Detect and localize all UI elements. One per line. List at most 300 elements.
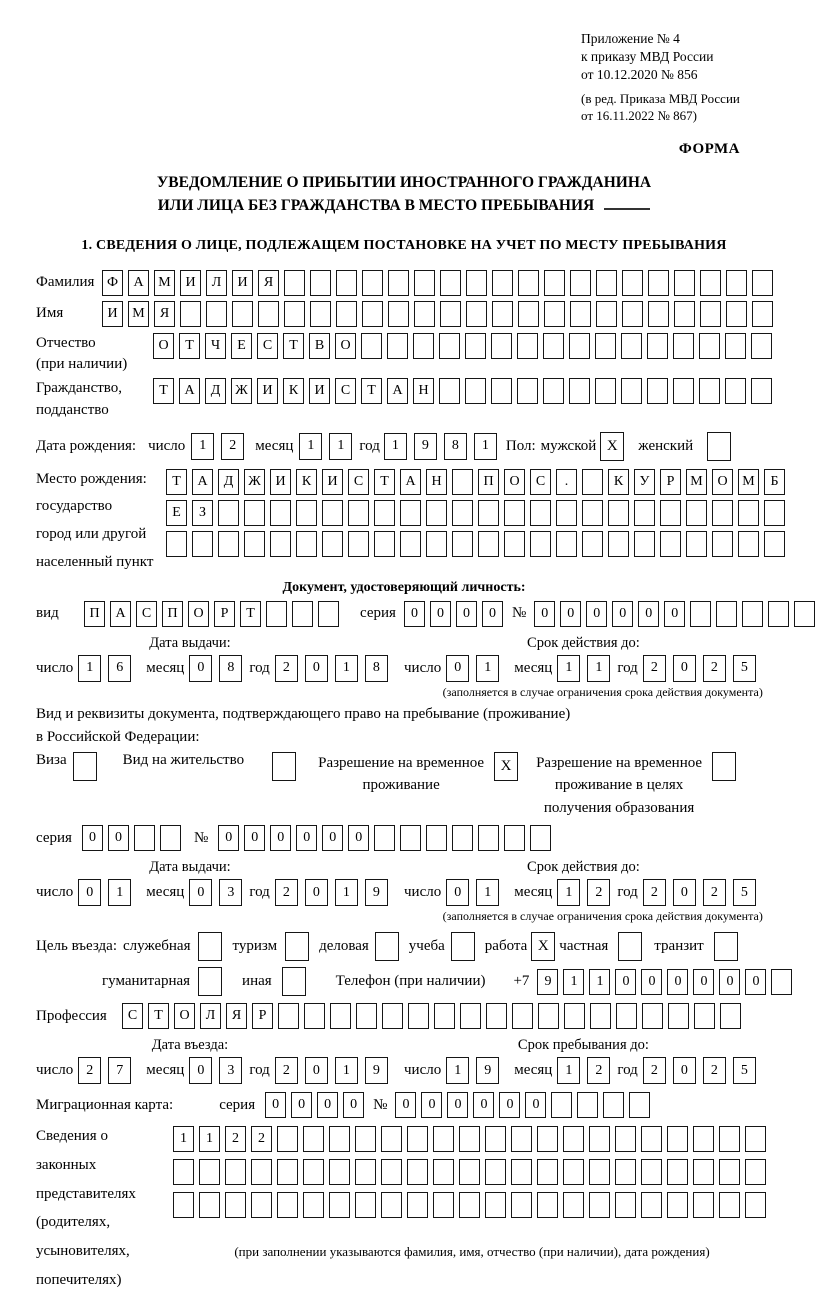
char-cell[interactable] <box>303 1126 324 1152</box>
char-cell[interactable]: 2 <box>643 655 666 682</box>
char-cell[interactable]: Е <box>166 500 187 526</box>
char-cell[interactable]: 1 <box>563 969 584 995</box>
char-cell[interactable]: 0 <box>189 655 212 682</box>
char-cell[interactable] <box>426 825 447 851</box>
purpose-transit-checkbox[interactable] <box>714 932 738 961</box>
char-cell[interactable]: Ч <box>205 333 226 359</box>
char-cell[interactable]: 1 <box>329 433 352 460</box>
char-cell[interactable] <box>634 500 655 526</box>
char-cell[interactable] <box>485 1126 506 1152</box>
char-cell[interactable] <box>381 1126 402 1152</box>
char-cell[interactable] <box>595 378 616 404</box>
sex-female-checkbox[interactable] <box>707 432 731 461</box>
char-cell[interactable] <box>511 1126 532 1152</box>
char-cell[interactable]: К <box>296 469 317 495</box>
char-cell[interactable] <box>434 1003 455 1029</box>
char-cell[interactable]: 1 <box>557 1057 580 1084</box>
char-cell[interactable] <box>244 500 265 526</box>
char-cell[interactable] <box>491 333 512 359</box>
char-cell[interactable]: 2 <box>275 879 298 906</box>
char-cell[interactable] <box>517 378 538 404</box>
char-cell[interactable]: С <box>348 469 369 495</box>
char-cell[interactable]: 0 <box>404 601 425 627</box>
char-cell[interactable]: П <box>478 469 499 495</box>
char-cell[interactable] <box>745 1192 766 1218</box>
char-cell[interactable]: Т <box>148 1003 169 1029</box>
char-cell[interactable] <box>278 1003 299 1029</box>
char-cell[interactable] <box>225 1192 246 1218</box>
char-cell[interactable] <box>622 270 643 296</box>
char-cell[interactable] <box>556 531 577 557</box>
char-cell[interactable] <box>667 1126 688 1152</box>
char-cell[interactable] <box>719 1192 740 1218</box>
char-cell[interactable] <box>329 1159 350 1185</box>
char-cell[interactable] <box>400 531 421 557</box>
char-cell[interactable]: 0 <box>534 601 555 627</box>
char-cell[interactable]: 0 <box>499 1092 520 1118</box>
char-cell[interactable]: 0 <box>612 601 633 627</box>
char-cell[interactable] <box>589 1126 610 1152</box>
char-cell[interactable]: 0 <box>218 825 239 851</box>
char-cell[interactable] <box>615 1126 636 1152</box>
char-cell[interactable] <box>492 270 513 296</box>
char-cell[interactable] <box>292 601 313 627</box>
char-cell[interactable] <box>486 1003 507 1029</box>
char-cell[interactable] <box>218 531 239 557</box>
char-cell[interactable] <box>693 1192 714 1218</box>
char-cell[interactable] <box>608 500 629 526</box>
char-cell[interactable]: А <box>110 601 131 627</box>
char-cell[interactable]: Л <box>200 1003 221 1029</box>
char-cell[interactable] <box>725 333 746 359</box>
char-cell[interactable]: Р <box>214 601 235 627</box>
char-cell[interactable] <box>716 601 737 627</box>
char-cell[interactable]: 1 <box>191 433 214 460</box>
char-cell[interactable] <box>303 1159 324 1185</box>
char-cell[interactable]: 0 <box>673 879 696 906</box>
char-cell[interactable]: Ж <box>231 378 252 404</box>
char-cell[interactable]: 0 <box>673 1057 696 1084</box>
purpose-official-checkbox[interactable] <box>198 932 222 961</box>
char-cell[interactable] <box>388 301 409 327</box>
purpose-work-checkbox[interactable]: X <box>531 932 555 961</box>
char-cell[interactable] <box>322 531 343 557</box>
char-cell[interactable] <box>582 531 603 557</box>
char-cell[interactable]: 2 <box>587 1057 610 1084</box>
char-cell[interactable]: 0 <box>317 1092 338 1118</box>
char-cell[interactable] <box>329 1192 350 1218</box>
char-cell[interactable]: 0 <box>265 1092 286 1118</box>
char-cell[interactable] <box>686 531 707 557</box>
char-cell[interactable] <box>374 825 395 851</box>
char-cell[interactable] <box>452 500 473 526</box>
char-cell[interactable] <box>330 1003 351 1029</box>
char-cell[interactable]: С <box>335 378 356 404</box>
char-cell[interactable]: 8 <box>444 433 467 460</box>
char-cell[interactable]: 2 <box>703 879 726 906</box>
char-cell[interactable] <box>647 378 668 404</box>
char-cell[interactable]: 2 <box>643 879 666 906</box>
purpose-study-checkbox[interactable] <box>451 932 475 961</box>
char-cell[interactable] <box>693 1126 714 1152</box>
char-cell[interactable]: А <box>400 469 421 495</box>
char-cell[interactable]: А <box>192 469 213 495</box>
char-cell[interactable] <box>794 601 815 627</box>
char-cell[interactable]: Н <box>426 469 447 495</box>
char-cell[interactable] <box>270 500 291 526</box>
char-cell[interactable] <box>362 301 383 327</box>
char-cell[interactable]: И <box>102 301 123 327</box>
char-cell[interactable] <box>512 1003 533 1029</box>
char-cell[interactable]: 0 <box>745 969 766 995</box>
char-cell[interactable] <box>160 825 181 851</box>
char-cell[interactable] <box>667 1159 688 1185</box>
char-cell[interactable] <box>244 531 265 557</box>
option-residence-permit-checkbox[interactable] <box>272 752 296 781</box>
char-cell[interactable]: 0 <box>586 601 607 627</box>
char-cell[interactable]: 1 <box>446 1057 469 1084</box>
char-cell[interactable]: 1 <box>476 655 499 682</box>
char-cell[interactable] <box>590 1003 611 1029</box>
char-cell[interactable] <box>478 825 499 851</box>
char-cell[interactable]: 0 <box>693 969 714 995</box>
char-cell[interactable]: 2 <box>225 1126 246 1152</box>
char-cell[interactable] <box>764 531 785 557</box>
char-cell[interactable]: 8 <box>365 655 388 682</box>
char-cell[interactable] <box>712 500 733 526</box>
char-cell[interactable] <box>738 500 759 526</box>
char-cell[interactable] <box>530 531 551 557</box>
char-cell[interactable]: 1 <box>587 655 610 682</box>
char-cell[interactable] <box>738 531 759 557</box>
char-cell[interactable]: Т <box>283 333 304 359</box>
char-cell[interactable] <box>460 1003 481 1029</box>
char-cell[interactable] <box>310 270 331 296</box>
char-cell[interactable]: 1 <box>335 1057 358 1084</box>
char-cell[interactable] <box>616 1003 637 1029</box>
char-cell[interactable] <box>589 1192 610 1218</box>
char-cell[interactable]: 0 <box>446 879 469 906</box>
char-cell[interactable]: И <box>180 270 201 296</box>
char-cell[interactable]: 0 <box>395 1092 416 1118</box>
char-cell[interactable] <box>284 301 305 327</box>
char-cell[interactable]: Д <box>218 469 239 495</box>
char-cell[interactable]: Д <box>205 378 226 404</box>
char-cell[interactable]: 0 <box>244 825 265 851</box>
char-cell[interactable]: 2 <box>703 1057 726 1084</box>
char-cell[interactable]: 2 <box>78 1057 101 1084</box>
char-cell[interactable]: Т <box>374 469 395 495</box>
char-cell[interactable]: 3 <box>219 879 242 906</box>
char-cell[interactable] <box>382 1003 403 1029</box>
char-cell[interactable] <box>752 270 773 296</box>
char-cell[interactable] <box>270 531 291 557</box>
char-cell[interactable]: 0 <box>525 1092 546 1118</box>
char-cell[interactable]: 1 <box>335 655 358 682</box>
char-cell[interactable] <box>615 1159 636 1185</box>
char-cell[interactable]: 0 <box>348 825 369 851</box>
char-cell[interactable]: О <box>188 601 209 627</box>
char-cell[interactable] <box>608 531 629 557</box>
char-cell[interactable]: 0 <box>638 601 659 627</box>
char-cell[interactable]: К <box>283 378 304 404</box>
char-cell[interactable]: П <box>162 601 183 627</box>
char-cell[interactable] <box>719 1159 740 1185</box>
char-cell[interactable]: Я <box>258 270 279 296</box>
char-cell[interactable]: 1 <box>173 1126 194 1152</box>
char-cell[interactable] <box>304 1003 325 1029</box>
char-cell[interactable]: 9 <box>414 433 437 460</box>
char-cell[interactable] <box>720 1003 741 1029</box>
char-cell[interactable] <box>414 301 435 327</box>
char-cell[interactable] <box>199 1159 220 1185</box>
char-cell[interactable] <box>577 1092 598 1118</box>
char-cell[interactable] <box>629 1092 650 1118</box>
sex-male-checkbox[interactable]: X <box>600 432 624 461</box>
char-cell[interactable] <box>206 301 227 327</box>
char-cell[interactable]: . <box>556 469 577 495</box>
char-cell[interactable] <box>641 1159 662 1185</box>
char-cell[interactable] <box>348 531 369 557</box>
char-cell[interactable] <box>589 1159 610 1185</box>
char-cell[interactable]: К <box>608 469 629 495</box>
char-cell[interactable] <box>348 500 369 526</box>
char-cell[interactable] <box>674 301 695 327</box>
char-cell[interactable] <box>284 270 305 296</box>
char-cell[interactable] <box>582 500 603 526</box>
char-cell[interactable]: 1 <box>299 433 322 460</box>
char-cell[interactable]: 8 <box>219 655 242 682</box>
char-cell[interactable]: 2 <box>251 1126 272 1152</box>
char-cell[interactable]: 2 <box>221 433 244 460</box>
char-cell[interactable] <box>641 1192 662 1218</box>
char-cell[interactable] <box>277 1126 298 1152</box>
char-cell[interactable]: 7 <box>108 1057 131 1084</box>
char-cell[interactable]: С <box>136 601 157 627</box>
char-cell[interactable]: О <box>153 333 174 359</box>
char-cell[interactable] <box>530 500 551 526</box>
char-cell[interactable]: 9 <box>537 969 558 995</box>
char-cell[interactable] <box>491 378 512 404</box>
char-cell[interactable] <box>648 301 669 327</box>
char-cell[interactable]: 0 <box>456 601 477 627</box>
char-cell[interactable]: 1 <box>474 433 497 460</box>
char-cell[interactable]: А <box>179 378 200 404</box>
char-cell[interactable]: 0 <box>430 601 451 627</box>
char-cell[interactable] <box>569 378 590 404</box>
char-cell[interactable] <box>563 1159 584 1185</box>
char-cell[interactable] <box>699 378 720 404</box>
char-cell[interactable]: Р <box>660 469 681 495</box>
char-cell[interactable] <box>466 301 487 327</box>
char-cell[interactable]: П <box>84 601 105 627</box>
char-cell[interactable]: 0 <box>664 601 685 627</box>
char-cell[interactable] <box>277 1192 298 1218</box>
char-cell[interactable]: Я <box>154 301 175 327</box>
char-cell[interactable]: 0 <box>482 601 503 627</box>
char-cell[interactable]: 0 <box>108 825 129 851</box>
purpose-business-checkbox[interactable] <box>375 932 399 961</box>
char-cell[interactable] <box>504 500 525 526</box>
purpose-private-checkbox[interactable] <box>618 932 642 961</box>
char-cell[interactable] <box>667 1192 688 1218</box>
char-cell[interactable]: 0 <box>189 1057 212 1084</box>
char-cell[interactable]: 2 <box>703 655 726 682</box>
char-cell[interactable] <box>690 601 711 627</box>
char-cell[interactable]: Ф <box>102 270 123 296</box>
char-cell[interactable] <box>596 301 617 327</box>
char-cell[interactable]: Т <box>361 378 382 404</box>
char-cell[interactable]: У <box>634 469 655 495</box>
char-cell[interactable] <box>310 301 331 327</box>
char-cell[interactable]: М <box>154 270 175 296</box>
char-cell[interactable]: И <box>232 270 253 296</box>
char-cell[interactable] <box>192 531 213 557</box>
char-cell[interactable]: Р <box>252 1003 273 1029</box>
char-cell[interactable]: 1 <box>335 879 358 906</box>
char-cell[interactable] <box>465 378 486 404</box>
char-cell[interactable] <box>277 1159 298 1185</box>
char-cell[interactable]: А <box>128 270 149 296</box>
char-cell[interactable] <box>745 1159 766 1185</box>
char-cell[interactable] <box>742 601 763 627</box>
char-cell[interactable]: Ж <box>244 469 265 495</box>
char-cell[interactable] <box>414 270 435 296</box>
char-cell[interactable] <box>173 1159 194 1185</box>
char-cell[interactable] <box>355 1159 376 1185</box>
char-cell[interactable] <box>296 500 317 526</box>
char-cell[interactable] <box>329 1126 350 1152</box>
char-cell[interactable] <box>518 301 539 327</box>
char-cell[interactable]: 1 <box>199 1126 220 1152</box>
char-cell[interactable]: Т <box>240 601 261 627</box>
char-cell[interactable] <box>712 531 733 557</box>
char-cell[interactable] <box>768 601 789 627</box>
purpose-tourism-checkbox[interactable] <box>285 932 309 961</box>
char-cell[interactable] <box>537 1159 558 1185</box>
char-cell[interactable]: 0 <box>641 969 662 995</box>
char-cell[interactable] <box>303 1192 324 1218</box>
char-cell[interactable] <box>673 378 694 404</box>
char-cell[interactable] <box>266 601 287 627</box>
char-cell[interactable] <box>218 500 239 526</box>
char-cell[interactable] <box>362 270 383 296</box>
char-cell[interactable] <box>492 301 513 327</box>
char-cell[interactable] <box>426 500 447 526</box>
char-cell[interactable] <box>459 1159 480 1185</box>
char-cell[interactable]: О <box>174 1003 195 1029</box>
char-cell[interactable] <box>336 270 357 296</box>
char-cell[interactable]: 0 <box>305 655 328 682</box>
char-cell[interactable]: 0 <box>667 969 688 995</box>
char-cell[interactable] <box>318 601 339 627</box>
char-cell[interactable] <box>570 301 591 327</box>
char-cell[interactable] <box>751 333 772 359</box>
char-cell[interactable] <box>173 1192 194 1218</box>
char-cell[interactable] <box>232 301 253 327</box>
char-cell[interactable] <box>660 500 681 526</box>
char-cell[interactable]: 0 <box>78 879 101 906</box>
char-cell[interactable] <box>726 270 747 296</box>
char-cell[interactable]: 5 <box>733 655 756 682</box>
char-cell[interactable] <box>694 1003 715 1029</box>
char-cell[interactable] <box>258 301 279 327</box>
char-cell[interactable]: 0 <box>343 1092 364 1118</box>
char-cell[interactable] <box>374 531 395 557</box>
char-cell[interactable] <box>407 1192 428 1218</box>
char-cell[interactable] <box>725 378 746 404</box>
char-cell[interactable] <box>452 469 473 495</box>
char-cell[interactable]: 1 <box>557 879 580 906</box>
char-cell[interactable]: 2 <box>643 1057 666 1084</box>
char-cell[interactable] <box>538 1003 559 1029</box>
char-cell[interactable]: 2 <box>275 655 298 682</box>
char-cell[interactable] <box>700 301 721 327</box>
char-cell[interactable]: 1 <box>589 969 610 995</box>
char-cell[interactable] <box>459 1126 480 1152</box>
char-cell[interactable]: 1 <box>78 655 101 682</box>
char-cell[interactable] <box>466 270 487 296</box>
char-cell[interactable] <box>537 1192 558 1218</box>
char-cell[interactable]: 2 <box>275 1057 298 1084</box>
char-cell[interactable] <box>381 1192 402 1218</box>
char-cell[interactable] <box>530 825 551 851</box>
char-cell[interactable] <box>433 1159 454 1185</box>
char-cell[interactable] <box>641 1126 662 1152</box>
char-cell[interactable] <box>699 333 720 359</box>
char-cell[interactable] <box>537 1126 558 1152</box>
char-cell[interactable]: Я <box>226 1003 247 1029</box>
char-cell[interactable] <box>459 1192 480 1218</box>
char-cell[interactable] <box>134 825 155 851</box>
char-cell[interactable]: Т <box>166 469 187 495</box>
char-cell[interactable] <box>642 1003 663 1029</box>
char-cell[interactable] <box>400 500 421 526</box>
char-cell[interactable] <box>225 1159 246 1185</box>
char-cell[interactable] <box>440 270 461 296</box>
char-cell[interactable] <box>621 378 642 404</box>
char-cell[interactable] <box>511 1192 532 1218</box>
char-cell[interactable] <box>622 301 643 327</box>
char-cell[interactable] <box>615 1192 636 1218</box>
char-cell[interactable]: 0 <box>305 1057 328 1084</box>
char-cell[interactable] <box>251 1192 272 1218</box>
char-cell[interactable]: Е <box>231 333 252 359</box>
char-cell[interactable]: Б <box>764 469 785 495</box>
char-cell[interactable]: 9 <box>476 1057 499 1084</box>
char-cell[interactable]: О <box>712 469 733 495</box>
char-cell[interactable]: 0 <box>673 655 696 682</box>
char-cell[interactable]: 0 <box>719 969 740 995</box>
char-cell[interactable] <box>771 969 792 995</box>
char-cell[interactable] <box>551 1092 572 1118</box>
char-cell[interactable] <box>478 500 499 526</box>
char-cell[interactable] <box>180 301 201 327</box>
option-visa-checkbox[interactable] <box>73 752 97 781</box>
char-cell[interactable]: 1 <box>476 879 499 906</box>
char-cell[interactable] <box>596 270 617 296</box>
char-cell[interactable] <box>251 1159 272 1185</box>
char-cell[interactable]: 0 <box>560 601 581 627</box>
char-cell[interactable]: 1 <box>108 879 131 906</box>
char-cell[interactable] <box>166 531 187 557</box>
char-cell[interactable] <box>582 469 603 495</box>
char-cell[interactable] <box>518 270 539 296</box>
char-cell[interactable]: 0 <box>446 655 469 682</box>
char-cell[interactable]: Л <box>206 270 227 296</box>
char-cell[interactable]: С <box>530 469 551 495</box>
char-cell[interactable] <box>647 333 668 359</box>
